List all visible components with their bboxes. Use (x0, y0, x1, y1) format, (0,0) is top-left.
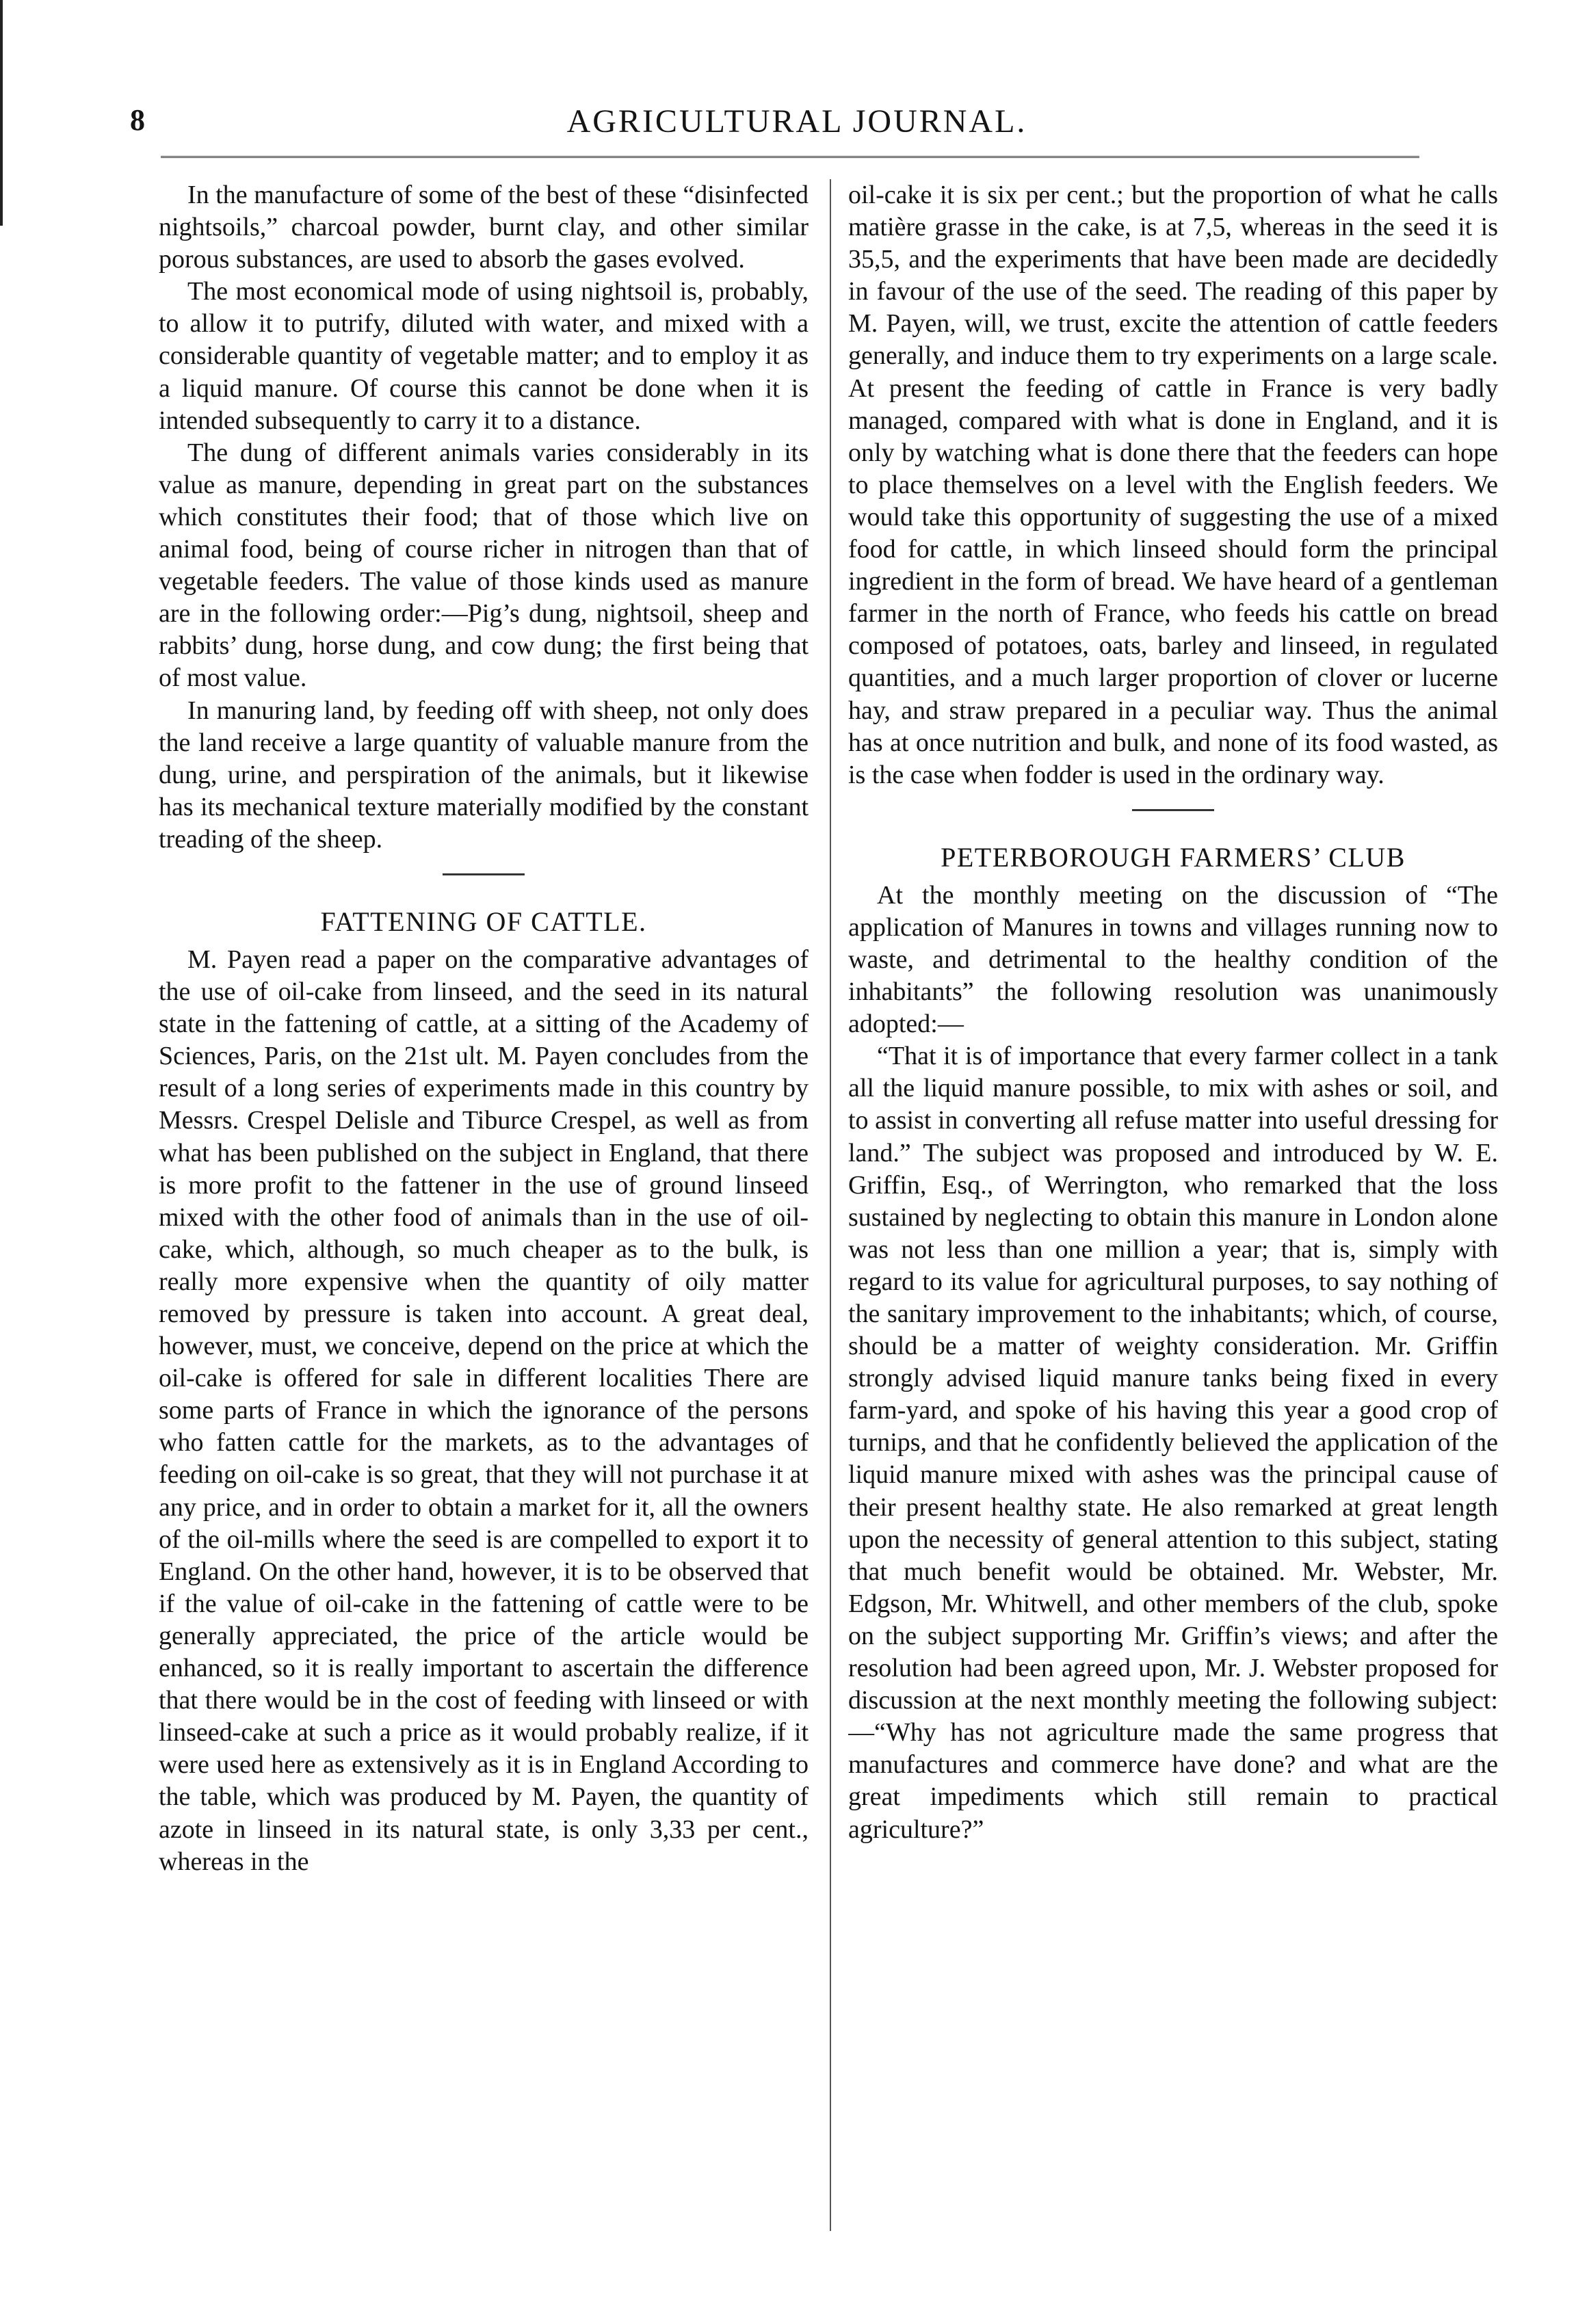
header-rule (161, 156, 1419, 158)
section-title-fattening-of-cattle: FATTENING OF CATTLE. (320, 906, 647, 937)
page-number: 8 (130, 103, 146, 137)
paragraph-payen-paper: M. Payen read a paper on the comparative advantages of the use of oil-cake from linseed, and the seed in its natural state in the fattening of cattle, at a sitting of the Academy of Sciences, Paris, on the 21st ult. M. Payen concludes from the result of a long series of experiments made in this country by Messrs. Crespel Delisle and Tiburce Crespel, as well as from what has been published on the subject in England, that there is more profit to the fattener in the use of ground linseed mixed with the other food of animals than in the use of oil-cake, which, although, so much cheaper as to the bulk, is really more expensive when the quantity of oily matter removed by pressure is taken into account. A great deal, however, must, we conceive, depend on the price at which the oil-cake is offered for sale in different localities There are some parts of France in which the ignorance of the persons who fatten cattle for the markets, as to the advantages of feeding on oil-cake is so great, that they will not purchase it at any price, and in order to obtain a market for it, all the owners of the oil-mills where the seed is are compelled to export it to England. On the other hand, however, it is to be observed that if the value of oil-cake in the fattening of cattle were to be generally appreciated, the price of the article would be enhanced, so it is really important to ascertain the difference that there would be in the cost of feeding with linseed or with linseed-cake at such a price as it would probably realize, if it were used here as extensively as it is in England According to the table, which was produced by M. Payen, the quantity of azote in linseed in its natural state, is only 3,33 per cent., whereas in the (159, 945, 809, 1876)
section-rule (443, 873, 525, 875)
paragraph-fattening-continuation: oil-cake it is six per cent.; but the proportion of what he calls matière grasse in the cake, is at 7,5, whereas in the seed it is 35,5, and the experiments that have been made are decidedly in favour of the use of the seed. The reading of this paper by M. Payen, will, we trust, excite the attention of cattle feeders generally, and induce them to try experiments on a large scale. At present the feeding of cattle in France is very badly managed, compared with what is done in England, and it is only by watching what is done there that the feeders can hope to place themselves on a level with the English feeders. We would take this opportunity of suggesting the use of a mixed food for cattle, in which linseed should form the principal ingredient in the form of bread. We have heard of a gentleman farmer in the north of France, who feeds his cattle on bread composed of potatoes, oats, barley and linseed, in regulated quantities, and a much larger proportion of clover or lucerne hay, and straw prepared in a peculiar way. Thus the animal has at once nutrition and bulk, and none of its food wasted, as is the case when fodder is used in the ordinary way. (848, 181, 1498, 789)
paragraph-economical-mode: The most economical mode of using nightsoil is, probably, to allow it to putrify, diluted with water, and mixed with a considerable quantity of vegetable matter; and to employ it as a liquid manure. Of course this cannot be done when it is intended subsequently to carry it to a distance. (159, 277, 809, 435)
left-column (159, 179, 809, 2272)
paragraph-dung-values: The dung of different animals varies considerably in its value as manure, depending in great part on the substances which constitutes their food; that of those which live on animal food, being of course richer in nitrogen than that of vegetable feeders. The value of those kinds used as manure are in the following order:—Pig’s dung, nightsoil, sheep and rabbits’ dung, horse dung, and cow dung; the first being that of most value. (159, 438, 809, 693)
paragraph-resolution-and-discussion: “That it is of importance that every farmer collect in a tank all the liquid manure possible, to mix with ashes or soil, and to assist in converting all refuse matter into useful dressing for land.” The subject was proposed and introduced by W. E. Griffin, Esq., of Werrington, who remarked that the loss sustained by neglecting to obtain this manure in London alone was not less than one million a year; that is, simply with regard to its value for agricultural purposes, to say nothing of the sanitary improvement to the inhabitants; which, of course, should be a matter of weighty consideration. Mr. Griffin strongly advised liquid manure tanks being fixed in every farm-yard, and spoke of his having this year a good crop of turnips, and that he confidently believed the application of the liquid manure mixed with ashes was the principal cause of their present healthy state. He also remarked at great length upon the necessity of general attention to this subject, stating that much benefit would be obtained. Mr. Webster, Mr. Edgson, Mr. Whitwell, and other members of the club, spoke on the subject supporting Mr. Griffin’s views; and after the resolution had been agreed upon, Mr. J. Webster proposed for discussion at the next monthly meeting the following subject:—“Why has not agriculture made the same progress that manufactures and commerce have done? and what are the great impediments which still remain to practical agriculture?” (848, 1042, 1498, 1844)
paragraph-disinfected-nightsoils: In the manufacture of some of the best of these “disinfected nightsoils,” charcoal powder, burnt clay, and other similar porous substances, are used to absorb the gases evolved. (159, 181, 809, 274)
paragraph-manuring-with-sheep: In manuring land, by feeding off with sheep, not only does the land receive a large quantity of valuable manure from the dung, urine, and perspiration of the animals, but it likewise has its mechanical texture materially modified by the constant treading of the sheep. (159, 696, 809, 854)
column-divider (830, 179, 831, 2231)
page-header (130, 103, 1464, 150)
paragraph-monthly-meeting: At the monthly meeting on the discussion of “The application of Manures in towns and villages running now to waste, and detrimental to the healthy condition of the inhabitants” the following resolution was unanimously adopted:— (848, 880, 1498, 1039)
binding-edge-mark (0, 0, 12, 226)
section-rule (1132, 809, 1214, 811)
running-title: AGRICULTURAL JOURNAL. (566, 103, 1027, 140)
section-title-peterborough-farmers-club: PETERBOROUGH FARMERS’ CLUB (941, 841, 1406, 873)
right-column (848, 179, 1498, 2272)
